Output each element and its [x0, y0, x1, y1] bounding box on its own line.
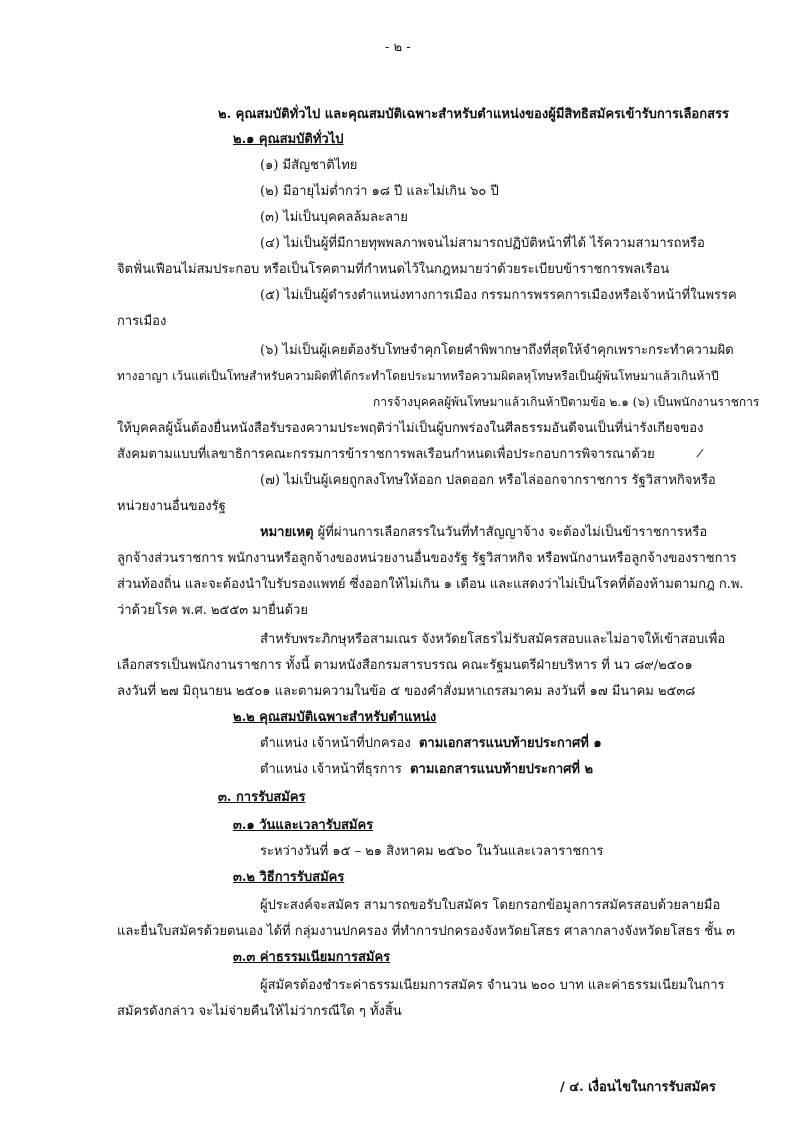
position-1: [260, 736, 602, 752]
note-line-4: ว่าด้วยโรค พ.ศ. ๒๕๕๓ มายื่นด้วย: [117, 603, 308, 618]
page-number: - ๒ -: [385, 40, 411, 55]
section-3-3-line-2: สมัครดังกล่าว จะไม่จ่ายคืนให้ไม่ว่ากรณีใด ๆ ทั้งสิ้น: [117, 1004, 402, 1019]
item-5-line-1: (๕) ไม่เป็นผู้ดำรงตำแหน่งทางการเมือง กรรมการพรรคการเมืองหรือเจ้าหน้าที่ในพรรค: [260, 288, 737, 303]
item-6-line-5: สังคมตามแบบที่เลขาธิการคณะกรรมการข้าราชการพลเรือนกำหนดเพื่อประกอบการพิจารณาด้วย: [117, 447, 655, 462]
item-7-line-1: (๗) ไม่เป็นผู้เคยถูกลงโทษให้ออก ปลดออก หรือไล่ออกจากราชการ รัฐวิสาหกิจหรือ: [260, 473, 716, 488]
note-text-1: ผู้ที่ผ่านการเลือกสรรในวันที่ทำสัญญาจ้าง จะต้องไม่เป็นข้าราชการหรือ: [317, 525, 708, 540]
section-3-3-line-1: ผู้สมัครต้องชำระค่าธรรมเนียมการสมัคร จำนวน ๒๐๐ บาท และค่าธรรมเนียมในการ: [260, 978, 725, 993]
section-2-heading: ๒. คุณสมบัติทั่วไป และคุณสมบัติเฉพาะสำหรับตำแหน่งของผู้มีสิทธิสมัครเข้ารับการเลือกสรร: [218, 107, 730, 122]
position-2-label: ตำแหน่ง เจ้าหน้าที่ธุรการ: [260, 762, 402, 777]
item-3: (๓) ไม่เป็นบุคคลล้มละลาย: [260, 210, 408, 225]
section-3-3-heading: ๓.๓ ค่าธรรมเนียมการสมัคร: [233, 950, 391, 965]
section-2-2-heading: ๒.๒ คุณสมบัติเฉพาะสำหรับตำแหน่ง: [233, 710, 437, 725]
continued-footer: / ๔. เงื่อนไขในการรับสมัคร: [560, 1080, 716, 1095]
item-1: (๑) มีสัญชาติไทย: [260, 158, 358, 173]
note-label: หมายเหตุ: [260, 525, 314, 540]
note-line-2: ลูกจ้างส่วนราชการ พนักงานหรือลูกจ้างของหน่วยงานอื่นของรัฐ รัฐวิสาหกิจ หรือพนักงานหรือลูกจ้างของราชการ: [117, 551, 737, 566]
section-2-1-heading: ๒.๑ คุณสมบัติทั่วไป: [233, 132, 344, 147]
monk-line-2: เลือกสรรเป็นพนักงานราชการ ทั้งนี้ ตามหนังสือกรมสารบรรณ คณะรัฐมนตรีฝ่ายบริหาร ที่ นว ๘๙/๒๕๐๑: [117, 658, 693, 673]
item-4-line-1: (๔) ไม่เป็นผู้ที่มีกายทุพพลภาพจนไม่สามารถปฏิบัติหน้าที่ได้ ไร้ความสามารถหรือ: [260, 236, 705, 251]
monk-line-3: ลงวันที่ ๒๗ มิถุนายน ๒๕๐๑ และตามความในข้อ ๕ ของคำสั่งมหาเถรสมาคม ลงวันที่ ๑๗ มีนาคม ๒๕๓๘: [117, 684, 696, 699]
section-3-heading: ๓. การรับสมัคร: [218, 790, 306, 805]
section-3-2-line-1: ผู้ประสงค์จะสมัคร สามารถขอรับใบสมัคร โดยกรอกข้อมูลการสมัครสอบด้วยลายมือ: [260, 898, 721, 913]
item-6-line-2: ทางอาญา เว้นแต่เป็นโทษสำหรับความผิดที่ได้กระทำโดยประมาทหรือความผิดลหุโทษหรือเป็นผู้พ้นโทษมาแล้วเกินห้าปี: [117, 369, 719, 383]
item-5-line-2: การเมือง: [117, 314, 167, 329]
position-2: [260, 762, 593, 778]
note-line-1: [260, 525, 707, 541]
position-2-ref: ตามเอกสารแนบท้ายประกาศที่ ๒: [410, 762, 594, 777]
position-1-ref: ตามเอกสารแนบท้ายประกาศที่ ๑: [418, 736, 602, 751]
section-3-1-text: ระหว่างวันที่ ๑๕ – ๒๑ สิงหาคม ๒๕๖๐ ในวันและเวลาราชการ: [260, 844, 604, 859]
section-3-2-heading: ๓.๒ วิธีการรับสมัคร: [233, 870, 345, 885]
position-1-label: ตำแหน่ง เจ้าหน้าที่ปกครอง: [260, 736, 411, 751]
item-6-line-3: การจ้างบุคคลผู้พ้นโทษมาแล้วเกินห้าปีตามข้อ ๒.๑ (๖) เป็นพนักงานราชการ: [373, 395, 760, 409]
item-6-line-1: (๖) ไม่เป็นผู้เคยต้องรับโทษจำคุกโดยคำพิพากษาถึงที่สุดให้จำคุกเพราะกระทำความผิด: [260, 343, 734, 358]
section-3-1-heading: ๓.๑ วันและเวลารับสมัคร: [233, 818, 374, 833]
note-line-3: ส่วนท้องถิ่น และจะต้องนำใบรับรองแพทย์ ซึ่งออกให้ไม่เกิน ๑ เดือน และแสดงว่าไม่เป็นโรคที่ต้องห้ามตามกฎ ก.พ.: [117, 577, 744, 592]
section-3-2-line-2: และยื่นใบสมัครด้วยตนเอง ได้ที่ กลุ่มงานปกครอง ที่ทำการปกครองจังหวัดยโสธร ศาลากลางจังหวัดยโสธร ชั้น ๓: [117, 924, 736, 939]
item-7-line-2: หน่วยงานอื่นของรัฐ: [117, 499, 226, 514]
item-4-line-2: จิตฟั่นเฟือนไม่สมประกอบ หรือเป็นโรคตามที่กำหนดไว้ในกฎหมายว่าด้วยระเบียบข้าราชการพลเรือน: [117, 262, 670, 277]
monk-line-1: สำหรับพระภิกษุหรือสามเณร จังหวัดยโสธรไม่รับสมัครสอบและไม่อาจให้เข้าสอบเพื่อ: [260, 632, 726, 647]
item-2: (๒) มีอายุไม่ต่ำกว่า ๑๘ ปี และไม่เกิน ๖๐ ปี: [260, 184, 499, 199]
item-6-line-4: ให้บุคคลผู้นั้นต้องยื่นหนังสือรับรองความประพฤติว่าไม่เป็นผู้บกพร่องในศีลธรรมอันดีจนเป็นที่น่ารังเกียจของ: [117, 421, 704, 436]
pen-mark: /: [695, 445, 705, 461]
